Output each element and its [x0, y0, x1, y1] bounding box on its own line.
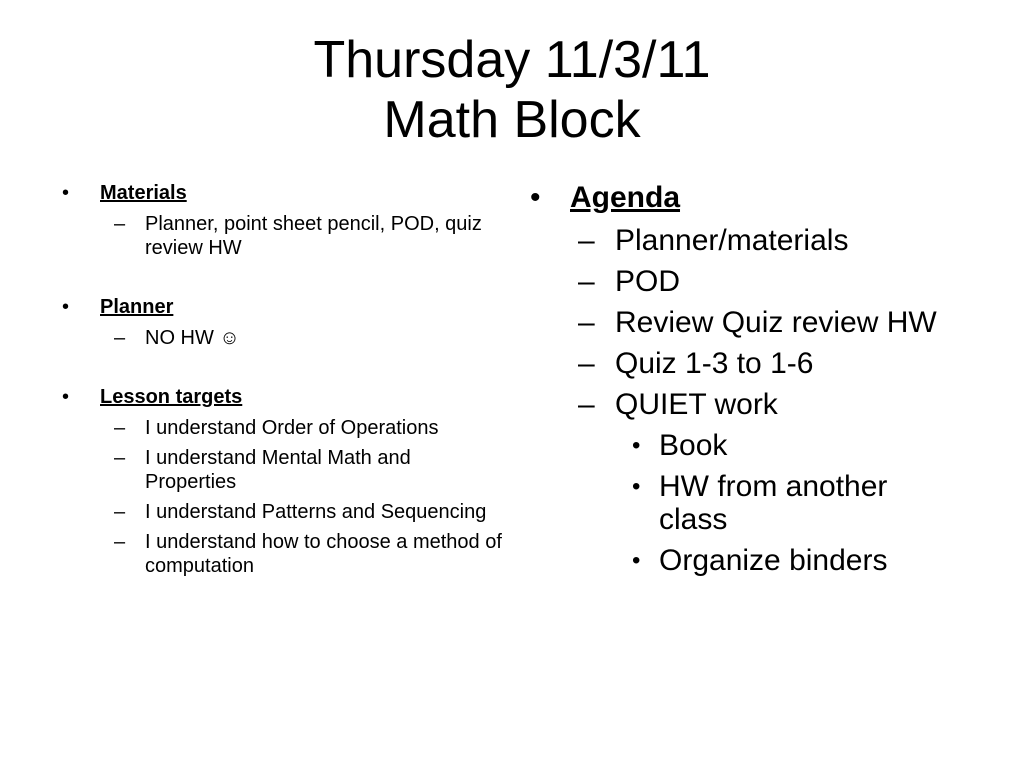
- dash-icon: –: [114, 213, 126, 235]
- list-item: – QUIET work: [578, 388, 778, 421]
- dash-icon: –: [578, 347, 595, 380]
- list-item: – I understand Order of Operations: [114, 417, 439, 439]
- sub-list-item: • HW from another class: [632, 470, 888, 536]
- bullet-icon: •: [632, 432, 641, 459]
- lesson-targets-heading: Lesson targets: [100, 386, 243, 408]
- bullet-icon: •: [62, 296, 70, 318]
- title-line-2: Math Block: [383, 91, 641, 149]
- dash-icon: –: [114, 327, 126, 349]
- list-item: – I understand Patterns and Sequencing: [114, 501, 487, 523]
- dash-icon: –: [578, 265, 595, 298]
- list-item: – Quiz 1-3 to 1-6: [578, 347, 814, 380]
- bullet-icon: •: [632, 547, 641, 574]
- list-item: – Planner/materials: [578, 224, 849, 257]
- dash-icon: –: [114, 417, 126, 439]
- dash-icon: –: [114, 501, 126, 523]
- sub-list-item: • Book: [632, 429, 728, 462]
- dash-icon: –: [578, 306, 595, 339]
- title-line-1: Thursday 11/3/11: [313, 31, 711, 89]
- dash-icon: –: [114, 531, 126, 553]
- planner-heading: Planner: [100, 296, 174, 318]
- dash-icon: –: [578, 388, 595, 421]
- agenda-heading: Agenda: [570, 181, 681, 214]
- list-item: – NO HW ☺: [114, 327, 240, 349]
- dash-icon: –: [114, 447, 126, 469]
- list-item: – Review Quiz review HW: [578, 306, 937, 339]
- slide-title: [0, 30, 1024, 150]
- right-column: [530, 180, 970, 577]
- materials-heading: Materials: [100, 182, 187, 204]
- bullet-icon: •: [530, 181, 541, 214]
- left-column: [62, 180, 502, 578]
- materials-section: [62, 180, 502, 260]
- dash-icon: –: [578, 224, 595, 257]
- bullet-icon: •: [62, 386, 70, 408]
- list-item: – I understand Mental Math and Properties: [114, 447, 411, 493]
- list-item: – POD: [578, 265, 681, 298]
- bullet-icon: •: [62, 182, 70, 204]
- lesson-targets-section: [62, 384, 502, 578]
- planner-section: [62, 294, 502, 350]
- sub-list-item: • Organize binders: [632, 544, 888, 577]
- bullet-icon: •: [632, 473, 641, 500]
- list-item: – I understand how to choose a method of computation: [114, 531, 502, 577]
- list-item: – Planner, point sheet pencil, POD, quiz review HW: [114, 213, 482, 259]
